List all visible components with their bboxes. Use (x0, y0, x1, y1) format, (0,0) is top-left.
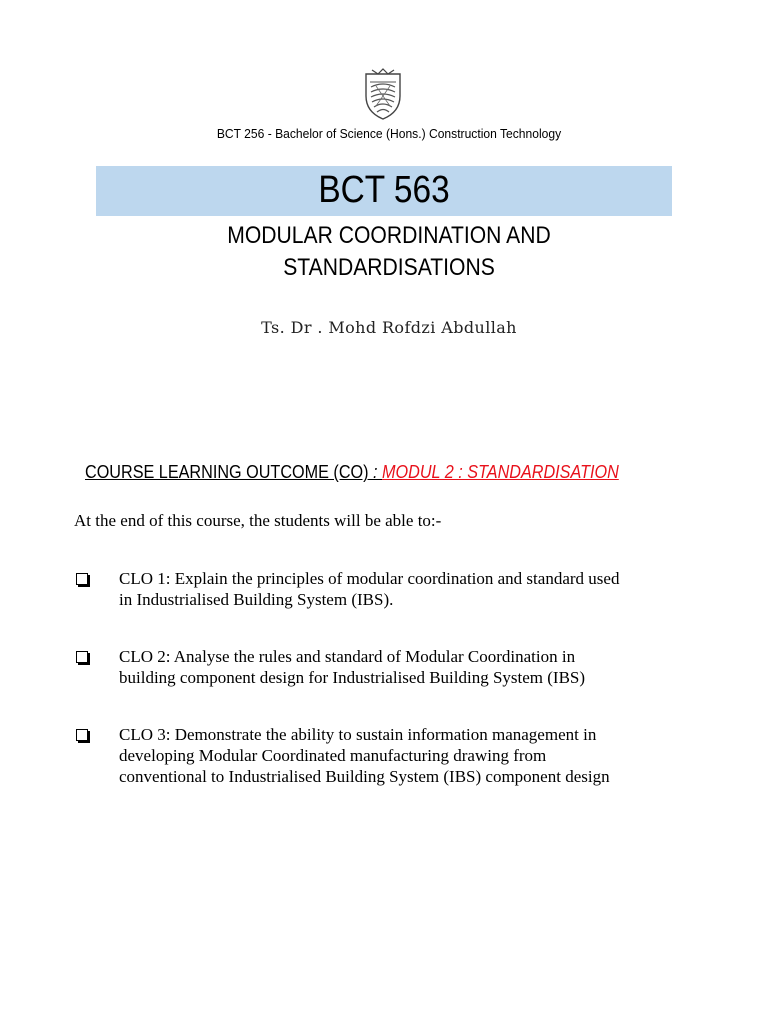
clo-line: building component design for Industrialised Building System (IBS) (119, 668, 586, 687)
university-crest-icon (360, 66, 406, 122)
lecturer-name: Ts. Dr . Mohd Rofdzi Abdullah (261, 318, 517, 337)
course-code: BCT 563 (318, 169, 450, 211)
clo-line: in Industrialised Building System (IBS). (119, 590, 394, 609)
outcome-heading-label: COURSE LEARNING OUTCOME (CO) (85, 462, 369, 482)
checkbox-square-icon (76, 729, 88, 741)
clo-line: conventional to Industrialised Building System (IBS) component design (119, 767, 610, 786)
course-code-band (96, 166, 672, 216)
checkbox-square-icon (76, 573, 88, 585)
clo-text (119, 646, 719, 688)
clo-line: developing Modular Coordinated manufacturing drawing from (119, 746, 547, 765)
program-line: BCT 256 - Bachelor of Science (Hons.) Construction Technology (216, 126, 562, 141)
clo-line: CLO 3: Demonstrate the ability to sustain information management in (119, 725, 597, 744)
outcome-heading (85, 462, 619, 483)
course-title-line-2: STANDARDISATIONS (283, 254, 495, 281)
outcome-heading-separator: : (368, 462, 383, 482)
clo-line: CLO 1: Explain the principles of modular coordination and standard used (119, 569, 620, 588)
clo-line: CLO 2: Analyse the rules and standard of Modular Coordination in (119, 647, 576, 666)
course-title-line-1: MODULAR COORDINATION AND (227, 222, 551, 249)
clo-text (119, 568, 719, 610)
clo-text (119, 724, 719, 787)
course-title (47, 220, 732, 284)
module-label: MODUL 2 : STANDARDISATION (382, 462, 619, 482)
outcome-intro: At the end of this course, the students will be able to:- (74, 511, 442, 530)
checkbox-square-icon (76, 651, 88, 663)
